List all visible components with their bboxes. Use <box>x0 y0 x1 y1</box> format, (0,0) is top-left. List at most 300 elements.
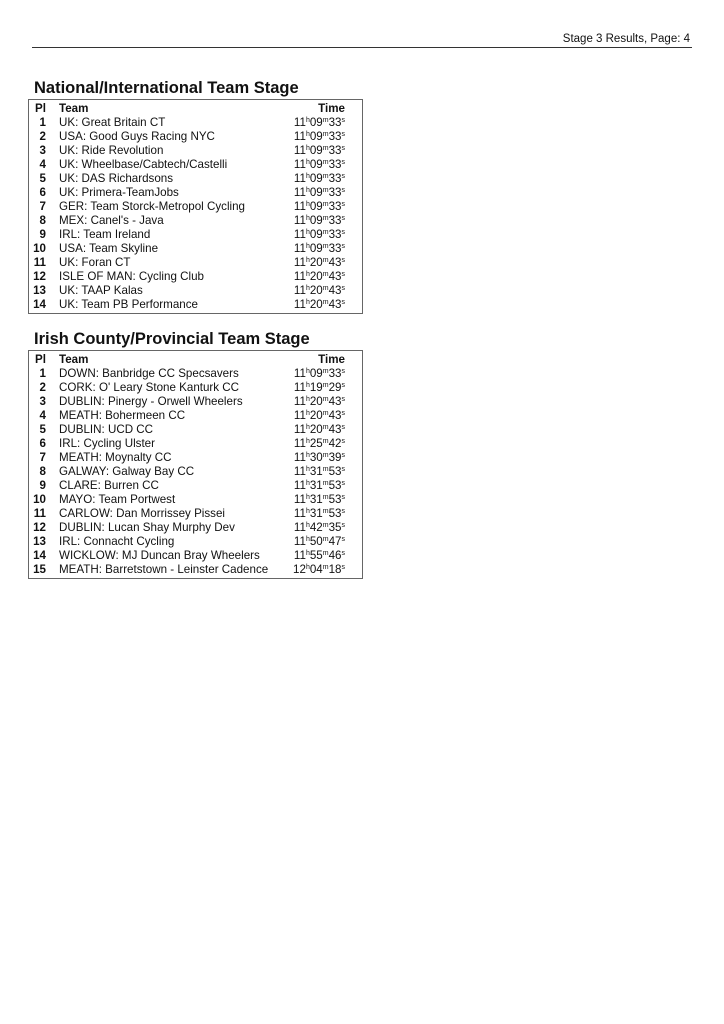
team-cell: UK: TAAP Kalas <box>59 284 143 297</box>
minutes-unit: m <box>322 145 329 152</box>
time-hours: 11 <box>293 116 306 129</box>
minutes-unit: m <box>322 424 329 431</box>
hours-unit: h <box>305 145 310 152</box>
time-cell <box>277 270 362 284</box>
time-minutes: 04 <box>309 563 323 576</box>
table-row <box>29 521 362 535</box>
seconds-unit: s <box>341 522 345 529</box>
minutes-unit: m <box>322 159 329 166</box>
time-minutes: 31 <box>309 465 323 478</box>
table-row <box>29 367 362 381</box>
time-hours: 11 <box>293 158 306 171</box>
table-row <box>29 144 362 158</box>
hours-unit: h <box>305 480 310 487</box>
team-cell: MEX: Canel's - Java <box>59 214 164 227</box>
time-hours: 11 <box>293 535 306 548</box>
seconds-unit: s <box>341 480 345 487</box>
time-seconds: 53 <box>328 507 342 520</box>
placing-cell: 7 <box>39 200 46 213</box>
time-minutes: 09 <box>309 228 323 241</box>
minutes-unit: m <box>322 215 329 222</box>
time-seconds: 43 <box>328 423 342 436</box>
table-row <box>29 423 362 437</box>
placing-cell: 13 <box>33 284 46 297</box>
team-cell: UK: Great Britain CT <box>59 116 166 129</box>
team-cell: IRL: Cycling Ulster <box>59 437 155 450</box>
minutes-unit: m <box>322 564 329 571</box>
time-seconds: 33 <box>328 200 342 213</box>
team-cell: DUBLIN: Lucan Shay Murphy Dev <box>59 521 235 534</box>
seconds-unit: s <box>341 257 345 264</box>
table-row <box>29 214 362 228</box>
placing-cell: 14 <box>33 298 46 311</box>
seconds-unit: s <box>341 564 345 571</box>
time-hours: 11 <box>293 130 306 143</box>
team-cell: CLARE: Burren CC <box>59 479 159 492</box>
placing-cell: 12 <box>33 270 46 283</box>
time-cell <box>277 479 362 493</box>
time-cell <box>277 186 362 200</box>
placing-cell: 3 <box>39 395 46 408</box>
hours-unit: h <box>305 159 310 166</box>
team-cell: GALWAY: Galway Bay CC <box>59 465 195 478</box>
time-hours: 11 <box>293 214 306 227</box>
time-hours: 11 <box>293 186 306 199</box>
table-header-row <box>29 102 362 116</box>
time-hours: 11 <box>293 479 306 492</box>
hours-unit: h <box>305 229 310 236</box>
time-hours: 11 <box>293 172 306 185</box>
team-cell: UK: Primera-TeamJobs <box>59 186 179 199</box>
placing-cell: 6 <box>39 437 46 450</box>
time-seconds: 43 <box>328 284 342 297</box>
time-seconds: 18 <box>328 563 342 576</box>
placing-cell: 2 <box>39 381 46 394</box>
table-header-row <box>29 353 362 367</box>
table-row <box>29 479 362 493</box>
time-seconds: 33 <box>328 158 342 171</box>
time-hours: 11 <box>293 437 306 450</box>
time-cell <box>277 451 362 465</box>
seconds-unit: s <box>341 299 345 306</box>
time-hours: 11 <box>293 298 306 311</box>
time-minutes: 09 <box>309 367 323 380</box>
seconds-unit: s <box>341 271 345 278</box>
time-hours: 11 <box>293 270 306 283</box>
team-cell: MEATH: Moynalty CC <box>59 451 172 464</box>
placing-cell: 8 <box>39 214 46 227</box>
seconds-unit: s <box>341 424 345 431</box>
seconds-unit: s <box>341 550 345 557</box>
table-row <box>29 242 362 256</box>
time-cell <box>277 437 362 451</box>
seconds-unit: s <box>341 229 345 236</box>
minutes-unit: m <box>322 508 329 515</box>
placing-cell: 3 <box>39 144 46 157</box>
table-row <box>29 158 362 172</box>
placing-cell: 6 <box>39 186 46 199</box>
team-cell: DUBLIN: Pinergy - Orwell Wheelers <box>59 395 243 408</box>
seconds-unit: s <box>341 145 345 152</box>
time-hours: 11 <box>293 451 306 464</box>
placing-cell: 15 <box>33 563 46 576</box>
time-minutes: 09 <box>309 158 323 171</box>
time-minutes: 20 <box>309 256 323 269</box>
irish-results-body <box>29 367 362 577</box>
hours-unit: h <box>305 257 310 264</box>
time-seconds: 43 <box>328 256 342 269</box>
time-hours: 11 <box>293 521 306 534</box>
table-row <box>29 130 362 144</box>
time-seconds: 33 <box>328 172 342 185</box>
time-cell <box>277 507 362 521</box>
minutes-unit: m <box>322 466 329 473</box>
time-cell <box>277 367 362 381</box>
time-seconds: 53 <box>328 465 342 478</box>
team-cell: UK: Foran CT <box>59 256 131 269</box>
national-results-table <box>29 102 362 312</box>
time-hours: 11 <box>293 423 306 436</box>
hours-unit: h <box>305 410 310 417</box>
time-cell <box>277 172 362 186</box>
time-cell <box>277 493 362 507</box>
time-seconds: 53 <box>328 479 342 492</box>
time-cell <box>277 116 362 130</box>
time-seconds: 33 <box>328 116 342 129</box>
team-cell: MEATH: Bohermeen CC <box>59 409 186 422</box>
time-cell <box>277 563 362 577</box>
team-cell: CORK: O' Leary Stone Kanturk CC <box>59 381 240 394</box>
hours-unit: h <box>305 550 310 557</box>
table-row <box>29 493 362 507</box>
time-seconds: 33 <box>328 144 342 157</box>
time-cell <box>277 242 362 256</box>
table-row <box>29 563 362 577</box>
time-hours: 11 <box>293 284 306 297</box>
placing-cell: 14 <box>33 549 46 562</box>
time-cell <box>277 256 362 270</box>
hours-unit: h <box>305 494 310 501</box>
placing-cell: 12 <box>33 521 46 534</box>
hours-unit: h <box>305 173 310 180</box>
seconds-unit: s <box>341 466 345 473</box>
national-results-box <box>28 99 363 314</box>
hours-unit: h <box>305 508 310 515</box>
minutes-unit: m <box>322 536 329 543</box>
time-cell <box>277 214 362 228</box>
minutes-unit: m <box>322 201 329 208</box>
placing-cell: 8 <box>39 465 46 478</box>
time-cell <box>277 535 362 549</box>
placing-cell: 2 <box>39 130 46 143</box>
time-seconds: 43 <box>328 395 342 408</box>
time-minutes: 09 <box>309 172 323 185</box>
time-minutes: 50 <box>309 535 323 548</box>
seconds-unit: s <box>341 187 345 194</box>
hours-unit: h <box>305 187 310 194</box>
section-title-national: National/International Team Stage <box>34 79 299 97</box>
hours-unit: h <box>305 243 310 250</box>
team-cell: IRL: Team Ireland <box>59 228 151 241</box>
time-minutes: 20 <box>309 395 323 408</box>
time-cell <box>277 395 362 409</box>
team-cell: UK: Wheelbase/Cabtech/Castelli <box>59 158 228 171</box>
minutes-unit: m <box>322 257 329 264</box>
team-cell: USA: Good Guys Racing NYC <box>59 130 215 143</box>
placing-cell: 11 <box>33 507 46 520</box>
table-row <box>29 298 362 312</box>
hours-unit: h <box>305 382 310 389</box>
table-row <box>29 200 362 214</box>
seconds-unit: s <box>341 131 345 138</box>
minutes-unit: m <box>322 299 329 306</box>
table-row <box>29 228 362 242</box>
team-cell: DUBLIN: UCD CC <box>59 423 154 436</box>
hours-unit: h <box>305 396 310 403</box>
section-title-irish: Irish County/Provincial Team Stage <box>34 330 310 348</box>
time-cell <box>277 465 362 479</box>
time-seconds: 33 <box>328 242 342 255</box>
time-minutes: 09 <box>309 116 323 129</box>
time-hours: 11 <box>293 367 306 380</box>
time-cell <box>277 381 362 395</box>
time-seconds: 47 <box>328 535 342 548</box>
time-seconds: 33 <box>328 228 342 241</box>
minutes-unit: m <box>322 550 329 557</box>
table-row <box>29 284 362 298</box>
table-row <box>29 116 362 130</box>
minutes-unit: m <box>322 452 329 459</box>
time-seconds: 33 <box>328 214 342 227</box>
time-cell <box>277 423 362 437</box>
page-header <box>32 31 692 48</box>
team-cell: MAYO: Team Portwest <box>59 493 176 506</box>
seconds-unit: s <box>341 452 345 459</box>
placing-cell: 10 <box>33 242 46 255</box>
seconds-unit: s <box>341 494 345 501</box>
seconds-unit: s <box>341 410 345 417</box>
placing-cell: 5 <box>39 172 46 185</box>
time-minutes: 20 <box>309 423 323 436</box>
time-minutes: 20 <box>309 284 323 297</box>
seconds-unit: s <box>341 159 345 166</box>
time-seconds: 53 <box>328 493 342 506</box>
team-cell: UK: Team PB Performance <box>59 298 198 311</box>
minutes-unit: m <box>322 131 329 138</box>
time-seconds: 42 <box>328 437 342 450</box>
time-hours: 12 <box>293 563 306 576</box>
seconds-unit: s <box>341 173 345 180</box>
time-minutes: 55 <box>309 549 323 562</box>
time-minutes: 09 <box>309 186 323 199</box>
hours-unit: h <box>305 131 310 138</box>
seconds-unit: s <box>341 438 345 445</box>
time-hours: 11 <box>293 144 306 157</box>
column-header-team: Team <box>59 353 89 366</box>
table-row <box>29 451 362 465</box>
time-minutes: 31 <box>309 479 323 492</box>
team-cell: CARLOW: Dan Morrissey Pissei <box>59 507 225 520</box>
minutes-unit: m <box>322 117 329 124</box>
time-seconds: 29 <box>328 381 342 394</box>
seconds-unit: s <box>341 382 345 389</box>
table-row <box>29 270 362 284</box>
team-cell: IRL: Connacht Cycling <box>59 535 175 548</box>
minutes-unit: m <box>322 480 329 487</box>
time-minutes: 42 <box>309 521 323 534</box>
placing-cell: 4 <box>39 409 46 422</box>
table-row <box>29 172 362 186</box>
seconds-unit: s <box>341 285 345 292</box>
team-cell: UK: Ride Revolution <box>59 144 164 157</box>
hours-unit: h <box>305 522 310 529</box>
time-minutes: 30 <box>309 451 323 464</box>
hours-unit: h <box>305 564 310 571</box>
time-seconds: 33 <box>328 367 342 380</box>
team-cell: UK: DAS Richardsons <box>59 172 174 185</box>
table-row <box>29 437 362 451</box>
minutes-unit: m <box>322 173 329 180</box>
column-header-pl: Pl <box>35 353 46 366</box>
time-hours: 11 <box>293 409 306 422</box>
time-minutes: 20 <box>309 298 323 311</box>
time-seconds: 35 <box>328 521 342 534</box>
time-cell <box>277 158 362 172</box>
time-cell <box>277 130 362 144</box>
column-header-time: Time <box>318 102 345 115</box>
column-header-pl: Pl <box>35 102 46 115</box>
time-hours: 11 <box>293 228 306 241</box>
seconds-unit: s <box>341 396 345 403</box>
time-cell <box>277 298 362 312</box>
time-seconds: 33 <box>328 186 342 199</box>
time-minutes: 20 <box>309 270 323 283</box>
team-cell: USA: Team Skyline <box>59 242 159 255</box>
seconds-unit: s <box>341 243 345 250</box>
minutes-unit: m <box>322 494 329 501</box>
time-minutes: 19 <box>309 381 323 394</box>
time-minutes: 31 <box>309 507 323 520</box>
time-hours: 11 <box>293 381 306 394</box>
hours-unit: h <box>305 424 310 431</box>
time-seconds: 33 <box>328 130 342 143</box>
time-cell <box>277 549 362 563</box>
table-row <box>29 409 362 423</box>
placing-cell: 4 <box>39 158 46 171</box>
irish-results-box <box>28 350 363 579</box>
time-cell <box>277 284 362 298</box>
team-cell: ISLE OF MAN: Cycling Club <box>59 270 204 283</box>
table-row <box>29 256 362 270</box>
minutes-unit: m <box>322 187 329 194</box>
national-results-body <box>29 116 362 312</box>
time-minutes: 20 <box>309 409 323 422</box>
page-header-text: Stage 3 Results, Page: 4 <box>562 33 690 45</box>
hours-unit: h <box>305 368 310 375</box>
minutes-unit: m <box>322 438 329 445</box>
minutes-unit: m <box>322 410 329 417</box>
minutes-unit: m <box>322 522 329 529</box>
time-hours: 11 <box>293 507 306 520</box>
minutes-unit: m <box>322 285 329 292</box>
minutes-unit: m <box>322 229 329 236</box>
hours-unit: h <box>305 438 310 445</box>
time-minutes: 09 <box>309 214 323 227</box>
hours-unit: h <box>305 466 310 473</box>
time-hours: 11 <box>293 200 306 213</box>
hours-unit: h <box>305 271 310 278</box>
time-cell <box>277 409 362 423</box>
time-minutes: 25 <box>309 437 323 450</box>
placing-cell: 5 <box>39 423 46 436</box>
time-seconds: 43 <box>328 409 342 422</box>
team-cell: DOWN: Banbridge CC Specsavers <box>59 367 239 380</box>
time-seconds: 39 <box>328 451 342 464</box>
seconds-unit: s <box>341 201 345 208</box>
time-minutes: 31 <box>309 493 323 506</box>
time-hours: 11 <box>293 493 306 506</box>
seconds-unit: s <box>341 117 345 124</box>
placing-cell: 9 <box>39 228 46 241</box>
team-cell: GER: Team Storck-Metropol Cycling <box>59 200 245 213</box>
time-minutes: 09 <box>309 200 323 213</box>
table-row <box>29 395 362 409</box>
time-hours: 11 <box>293 465 306 478</box>
time-cell <box>277 521 362 535</box>
seconds-unit: s <box>341 508 345 515</box>
time-cell <box>277 200 362 214</box>
hours-unit: h <box>305 299 310 306</box>
hours-unit: h <box>305 117 310 124</box>
time-seconds: 43 <box>328 270 342 283</box>
column-header-time: Time <box>318 353 345 366</box>
time-hours: 11 <box>293 395 306 408</box>
table-row <box>29 507 362 521</box>
time-hours: 11 <box>293 242 306 255</box>
time-cell <box>277 144 362 158</box>
time-minutes: 09 <box>309 242 323 255</box>
table-row <box>29 535 362 549</box>
time-cell <box>277 228 362 242</box>
minutes-unit: m <box>322 382 329 389</box>
table-row <box>29 381 362 395</box>
hours-unit: h <box>305 215 310 222</box>
time-minutes: 09 <box>309 144 323 157</box>
column-header-team: Team <box>59 102 89 115</box>
placing-cell: 10 <box>33 493 46 506</box>
irish-results-table <box>29 353 362 577</box>
table-row <box>29 549 362 563</box>
placing-cell: 1 <box>39 367 46 380</box>
placing-cell: 7 <box>39 451 46 464</box>
seconds-unit: s <box>341 368 345 375</box>
hours-unit: h <box>305 536 310 543</box>
seconds-unit: s <box>341 215 345 222</box>
hours-unit: h <box>305 452 310 459</box>
minutes-unit: m <box>322 243 329 250</box>
table-row <box>29 186 362 200</box>
table-row <box>29 465 362 479</box>
time-hours: 11 <box>293 256 306 269</box>
minutes-unit: m <box>322 271 329 278</box>
team-cell: MEATH: Barretstown - Leinster Cadence <box>59 563 269 576</box>
placing-cell: 11 <box>33 256 46 269</box>
time-minutes: 09 <box>309 130 323 143</box>
hours-unit: h <box>305 285 310 292</box>
hours-unit: h <box>305 201 310 208</box>
minutes-unit: m <box>322 396 329 403</box>
placing-cell: 13 <box>33 535 46 548</box>
